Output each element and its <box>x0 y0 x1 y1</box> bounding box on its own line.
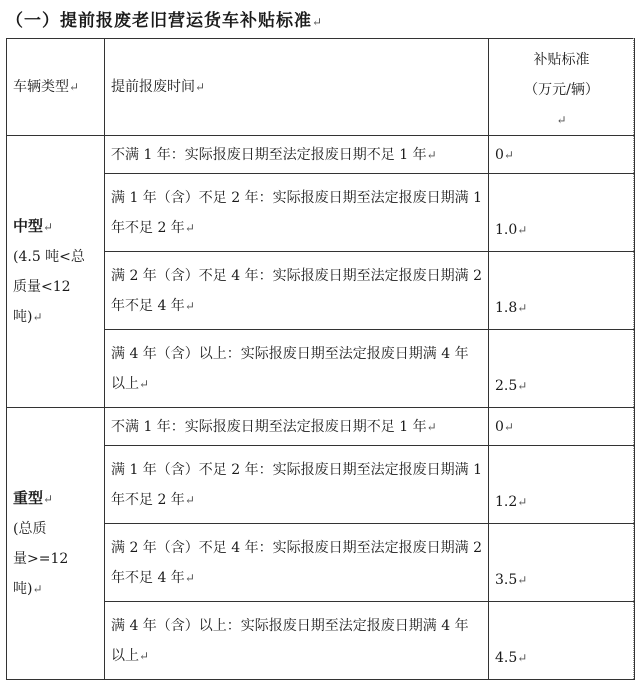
paragraph-mark-icon: ↵ <box>32 310 43 324</box>
subsidy-value-cell: 4.5↵ <box>489 602 635 680</box>
paragraph-mark-icon: ↵ <box>503 147 514 162</box>
page-edge-divider <box>633 38 640 679</box>
scrap-time-cell: 满 4 年（含）以上：实际报废日期至法定报废日期满 4 年以上↵ <box>105 330 489 408</box>
subsidy-value-cell: 1.0↵ <box>489 174 635 252</box>
section-heading <box>6 6 323 31</box>
subsidy-value-cell: 1.8↵ <box>489 252 635 330</box>
subsidy-value-cell: 3.5↵ <box>489 524 635 602</box>
scrap-time-cell: 满 1 年（含）不足 2 年：实际报废日期至法定报废日期满 1 年不足 2 年↵ <box>105 174 489 252</box>
subsidy-value-cell: 0↵ <box>489 408 635 446</box>
vehicle-type-cell-medium <box>7 136 105 408</box>
vehicle-type-cell-heavy <box>7 408 105 680</box>
paragraph-mark-icon: ↵ <box>69 80 80 94</box>
vehicle-type-desc: 质量<12 <box>13 279 71 295</box>
paragraph-mark-icon: ↵ <box>184 492 195 507</box>
header-vehicle-type: 车辆类型↵ <box>7 39 105 136</box>
table-row <box>7 408 635 446</box>
scrap-time-cell: 满 2 年（含）不足 4 年：实际报废日期至法定报废日期满 2 年不足 4 年↵ <box>105 524 489 602</box>
header-subsidy-standard <box>489 39 635 136</box>
scrap-time-cell: 满 1 年（含）不足 2 年：实际报废日期至法定报废日期满 1 年不足 2 年↵ <box>105 446 489 524</box>
paragraph-mark-icon: ↵ <box>503 419 514 434</box>
subsidy-value-cell: 2.5↵ <box>489 330 635 408</box>
paragraph-mark-icon: ↵ <box>517 301 528 315</box>
scrap-time-cell: 不满 1 年：实际报废日期至法定报废日期不足 1 年↵ <box>105 408 489 446</box>
subsidy-value-cell: 1.2↵ <box>489 446 635 524</box>
paragraph-mark-icon: ↵ <box>195 80 206 94</box>
paragraph-mark-icon: ↵ <box>43 492 54 506</box>
paragraph-mark-icon: ↵ <box>517 651 528 665</box>
vehicle-type-desc: (总质 <box>13 521 47 537</box>
paragraph-mark-icon: ↵ <box>184 298 195 313</box>
paragraph-mark-icon: ↵ <box>517 495 528 509</box>
section-heading-text: （一）提前报废老旧营运货车补贴标准 <box>6 11 312 31</box>
paragraph-mark-icon: ↵ <box>139 648 150 663</box>
paragraph-mark-icon: ↵ <box>43 220 54 234</box>
paragraph-mark-icon: ↵ <box>426 419 437 434</box>
table-header-row <box>7 39 635 136</box>
vehicle-type-name: 重型↵ <box>13 489 54 507</box>
header-subsidy-line2: （万元/辆） ↵ <box>495 75 628 135</box>
paragraph-mark-icon: ↵ <box>139 376 150 391</box>
vehicle-type-desc: (4.5 吨<总 <box>13 249 85 265</box>
table-row <box>7 136 635 174</box>
paragraph-mark-icon: ↵ <box>517 223 528 237</box>
subsidy-table <box>6 38 635 680</box>
scrap-time-cell: 满 4 年（含）以上：实际报废日期至法定报废日期满 4 年以上↵ <box>105 602 489 680</box>
paragraph-mark-icon: ↵ <box>556 113 567 127</box>
paragraph-mark-icon: ↵ <box>517 379 528 393</box>
subsidy-value-cell: 0↵ <box>489 136 635 174</box>
vehicle-type-desc: 吨)↵ <box>13 309 43 325</box>
scrap-time-cell: 不满 1 年：实际报废日期至法定报废日期不足 1 年↵ <box>105 136 489 174</box>
paragraph-mark-icon: ↵ <box>184 570 195 585</box>
paragraph-mark-icon: ↵ <box>312 15 324 29</box>
scrap-time-cell: 满 2 年（含）不足 4 年：实际报废日期至法定报废日期满 2 年不足 4 年↵ <box>105 252 489 330</box>
paragraph-mark-icon: ↵ <box>426 147 437 162</box>
vehicle-type-desc: 量>=12 吨)↵ <box>13 551 69 597</box>
paragraph-mark-icon: ↵ <box>32 582 43 596</box>
paragraph-mark-icon: ↵ <box>184 220 195 235</box>
header-scrap-time: 提前报废时间↵ <box>105 39 489 136</box>
header-subsidy-line1: 补贴标准 <box>533 52 590 68</box>
vehicle-type-name: 中型↵ <box>13 217 54 235</box>
paragraph-mark-icon: ↵ <box>517 573 528 587</box>
